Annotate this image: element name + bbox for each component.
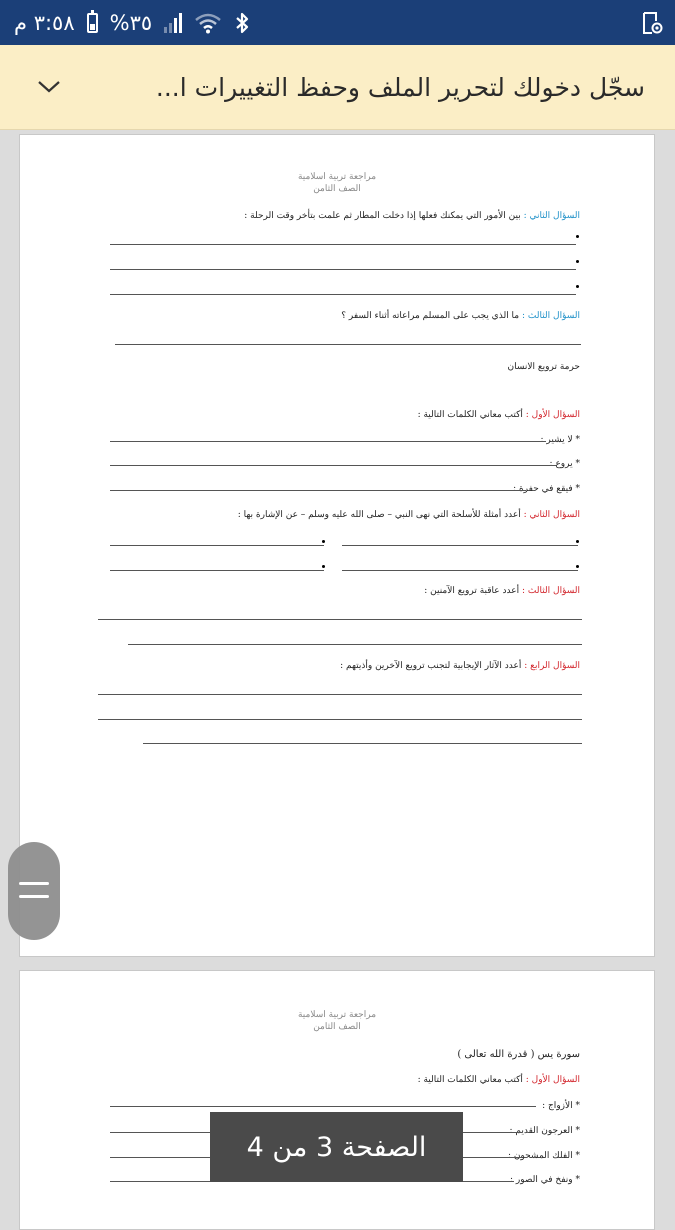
- section-title: حرمة ترويع الانسان: [507, 362, 580, 372]
- document-page: [19, 134, 655, 957]
- question-text: أكتب معاني الكلمات التالية :: [417, 1075, 523, 1085]
- question-label: السؤال الرابع :: [524, 661, 580, 671]
- answer-line: [110, 490, 526, 491]
- question-text: أعدد أمثلة للأسلحة التي نهى النبي – صلى الله عليه وسلم – عن الإشارة بها :: [237, 510, 521, 520]
- answer-line: [128, 644, 582, 645]
- vocab-item: * الفلك المشحون :: [507, 1151, 580, 1161]
- answer-line: [110, 244, 576, 245]
- page-header-grade: الصف الثامن: [313, 184, 361, 194]
- vocab-item: * الأزواج :: [542, 1101, 580, 1111]
- question-text: أعدد عاقبة ترويع الآمنين :: [424, 586, 520, 596]
- question-text: بين الأمور التي يمكنك فعلها إذا دخلت المطار ثم علمت بتأخر وقت الرحلة :: [244, 211, 521, 221]
- answer-line: [110, 269, 576, 270]
- vocab-item: * يروع :: [549, 459, 580, 469]
- question-label: السؤال الثاني :: [523, 211, 580, 221]
- question-text: أكتب معاني الكلمات التالية :: [417, 410, 523, 420]
- question-text: أعدد الآثار الإيجابية لتجنب ترويع الآخرين وأذيتهم :: [340, 661, 522, 671]
- page-header-subject: مراجعة تربية اسلامية: [297, 172, 377, 182]
- vocab-item: * العرجون القديم :: [509, 1126, 580, 1136]
- bullet: [576, 540, 579, 543]
- answer-line: [110, 294, 576, 295]
- bullet: [322, 565, 325, 568]
- status-bar: [0, 0, 675, 45]
- bullet: [576, 285, 579, 288]
- banner-text[interactable]: سجّل دخولك لتحرير الملف وحفظ التغييرات ا...: [155, 72, 645, 102]
- vocab-item: * ونفخ في الصور :: [509, 1175, 580, 1185]
- document-page: [19, 970, 655, 1230]
- battery-percent: %٣٥: [109, 10, 153, 35]
- signal-icon: [164, 13, 182, 33]
- answer-line: [110, 441, 546, 442]
- wifi-icon: [194, 12, 222, 34]
- page-indicator-toast: الصفحة 3 من 4: [210, 1112, 463, 1182]
- question-1: [418, 1075, 580, 1085]
- vocab-item: * فيقع في حفرة :: [513, 484, 580, 494]
- question-text: ما الذي يجب على المسلم مراعاته أثناء السفر ؟: [341, 311, 520, 321]
- page-header-subject: مراجعة تربية اسلامية: [297, 1010, 377, 1020]
- handle-grip-line: [19, 895, 49, 898]
- answer-line: [98, 719, 582, 720]
- section-question-2: [238, 510, 580, 520]
- bullet: [322, 540, 325, 543]
- page-header-grade: الصف الثامن: [313, 1022, 361, 1032]
- bullet: [576, 260, 579, 263]
- scroll-handle[interactable]: [8, 842, 60, 940]
- section-question-4: [340, 661, 580, 671]
- bullet: [576, 565, 579, 568]
- status-right: [641, 11, 663, 35]
- question-label: السؤال الثالث :: [522, 311, 580, 321]
- question-label: السؤال الثاني :: [523, 510, 580, 520]
- section-title: سورة يس ( قدرة الله تعالى ): [457, 1049, 580, 1060]
- sign-in-banner[interactable]: [0, 45, 675, 130]
- question-label: السؤال الأول :: [525, 410, 580, 420]
- bullet: [576, 235, 579, 238]
- question-2: [244, 211, 580, 221]
- answer-line: [110, 1106, 536, 1107]
- status-left: [14, 11, 250, 35]
- chevron-down-icon[interactable]: [36, 79, 62, 95]
- answer-line: [110, 465, 556, 466]
- question-label: السؤال الثالث :: [522, 586, 580, 596]
- answer-line: [342, 545, 578, 546]
- answer-line: [110, 545, 324, 546]
- question-3: [341, 311, 580, 321]
- answer-line: [115, 344, 581, 345]
- answer-line: [143, 743, 582, 744]
- bluetooth-icon: [234, 11, 250, 35]
- edit-document-icon[interactable]: [641, 11, 663, 35]
- answer-line: [110, 570, 324, 571]
- clock-time: ٣:٥٨ م: [14, 10, 75, 35]
- answer-line: [342, 570, 578, 571]
- answer-line: [98, 694, 582, 695]
- battery-icon: [87, 13, 98, 33]
- section-question-3: [424, 586, 580, 596]
- section-question-1: [418, 410, 580, 420]
- handle-grip-line: [19, 882, 49, 885]
- vocab-item: * لا يشير :: [540, 435, 580, 445]
- answer-line: [98, 619, 582, 620]
- question-label: السؤال الأول :: [525, 1075, 580, 1085]
